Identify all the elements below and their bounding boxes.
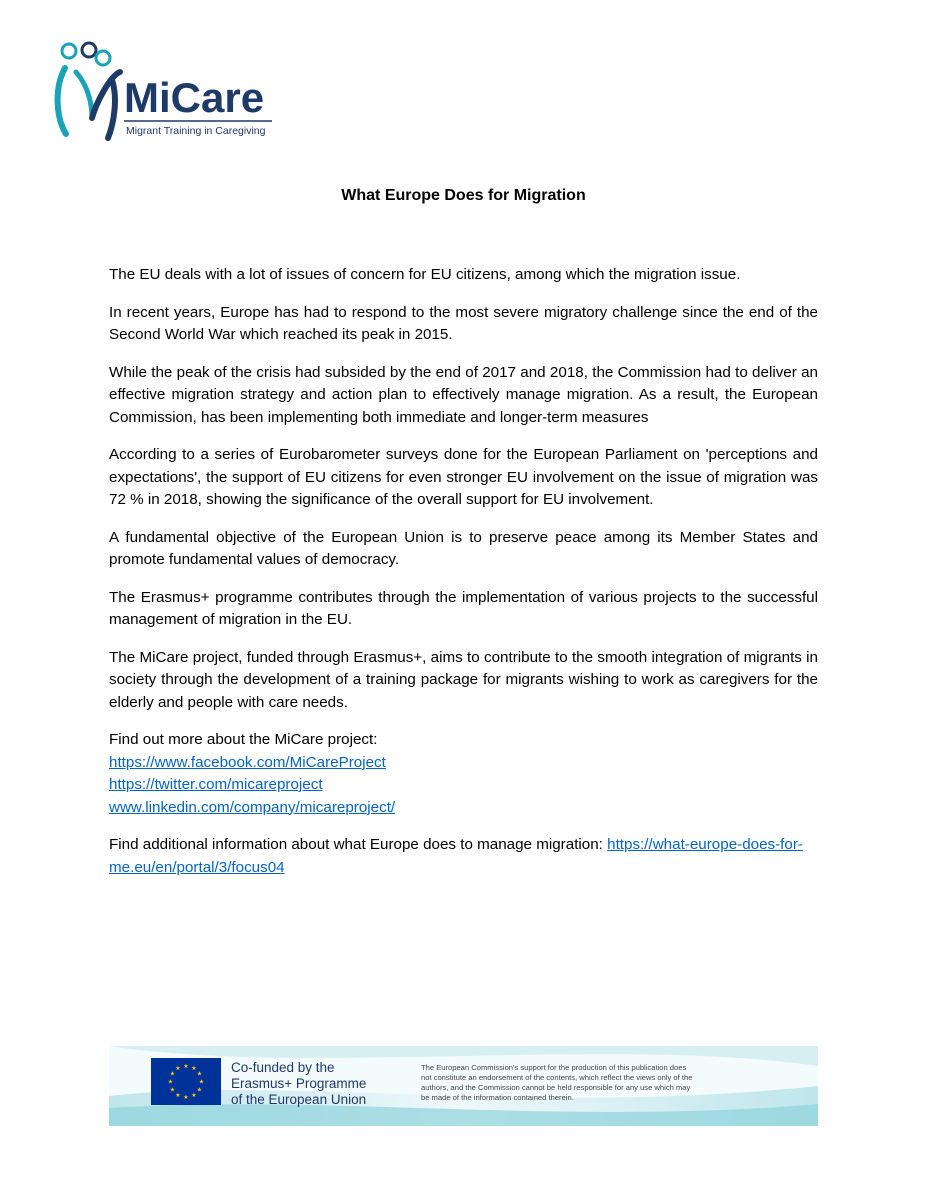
svg-text:★: ★ [175, 1065, 181, 1072]
disclaimer-text: be made of the information contained therein. [421, 1093, 574, 1102]
disclaimer-text: authors, and the Commission cannot be held responsible for any use which may [421, 1083, 691, 1092]
additional-info-text: Find additional information about what Europe does to manage migration: [109, 836, 608, 853]
disclaimer-text: not constitute an endorsement of the contents, which reflect the views only of the [421, 1073, 693, 1082]
erasmus-footer-banner [109, 1046, 818, 1126]
paragraph: The Erasmus+ programme contributes through the implementation of various projects to the successful management of migration in the EU. [109, 588, 818, 628]
disclaimer-text: The European Commission's support for the production of this publication does [421, 1063, 687, 1072]
cofunded-text: Erasmus+ Programme [231, 1076, 367, 1091]
micare-logo-graphic [52, 38, 292, 148]
svg-text:★: ★ [169, 1086, 176, 1094]
paragraph: A fundamental objective of the European Union is to preserve peace among its Member States and promote fundamental values of democracy. [109, 528, 818, 568]
svg-text:★: ★ [198, 1078, 205, 1086]
svg-text:★: ★ [196, 1070, 203, 1078]
svg-text:★: ★ [183, 1094, 189, 1101]
paragraph: The EU deals with a lot of issues of concern for EU citizens, among which the migration issue. [109, 266, 741, 283]
svg-text:★: ★ [191, 1065, 197, 1072]
what-europe-does-link[interactable]: https://what-europe-does-for-me.eu/en/portal/3/focus04 [109, 836, 803, 876]
cofunded-text: Co-funded by the [231, 1060, 335, 1075]
figure-head-icon [62, 44, 76, 58]
figure-head-icon [82, 43, 96, 57]
footer-graphic [109, 1046, 818, 1126]
document-body [109, 264, 818, 894]
cofunded-text: of the European Union [231, 1092, 367, 1107]
linkedin-link[interactable]: www.linkedin.com/company/micareproject/ [109, 798, 396, 816]
find-out-more-intro: Find out more about the MiCare project: [109, 731, 378, 748]
paragraph: The MiCare project, funded through Erasmus+, aims to contribute to the smooth integration of migrants in society through the development of a training package for migrants wishing to work as caregivers for the elderly and people with care needs. [109, 648, 818, 711]
paragraph: While the peak of the crisis had subsided by the end of 2017 and 2018, the Commission had to deliver an effective migration strategy and action plan to effectively manage migration. As a result, the European Commission, has been implementing both immediate and longer-term measures [109, 363, 818, 426]
twitter-link[interactable]: https://twitter.com/micareproject [109, 776, 323, 793]
svg-text:★: ★ [183, 1063, 189, 1070]
svg-text:★: ★ [191, 1092, 197, 1099]
figure-body-icon [58, 68, 66, 134]
svg-text:★: ★ [175, 1092, 181, 1099]
figure-body-icon [108, 80, 115, 138]
micare-logo [52, 38, 292, 148]
logo-wordmark: MiCare [124, 74, 265, 121]
facebook-link[interactable]: https://www.facebook.com/MiCareProject [109, 753, 386, 771]
page-title: What Europe Does for Migration [341, 187, 586, 204]
find-out-more-block [109, 729, 818, 819]
figure-body-icon [76, 72, 92, 118]
paragraph: In recent years, Europe has had to respond to the most severe migratory challenge since the end of the Second World War which reached its peak in 2015. [109, 303, 818, 343]
svg-text:★: ★ [169, 1070, 176, 1078]
logo-tagline: Migrant Training in Caregiving [126, 125, 266, 137]
figure-head-icon [96, 51, 110, 65]
svg-text:★: ★ [167, 1078, 174, 1086]
svg-text:★: ★ [196, 1086, 203, 1094]
paragraph: According to a series of Eurobarometer surveys done for the European Parliament on 'perceptions and expectations', the support of EU citizens for even stronger EU involvement on the issue of migration was 72 % in 2018, showing the significance of the overall support for EU involvement. [109, 446, 818, 508]
additional-info-paragraph [109, 834, 818, 879]
